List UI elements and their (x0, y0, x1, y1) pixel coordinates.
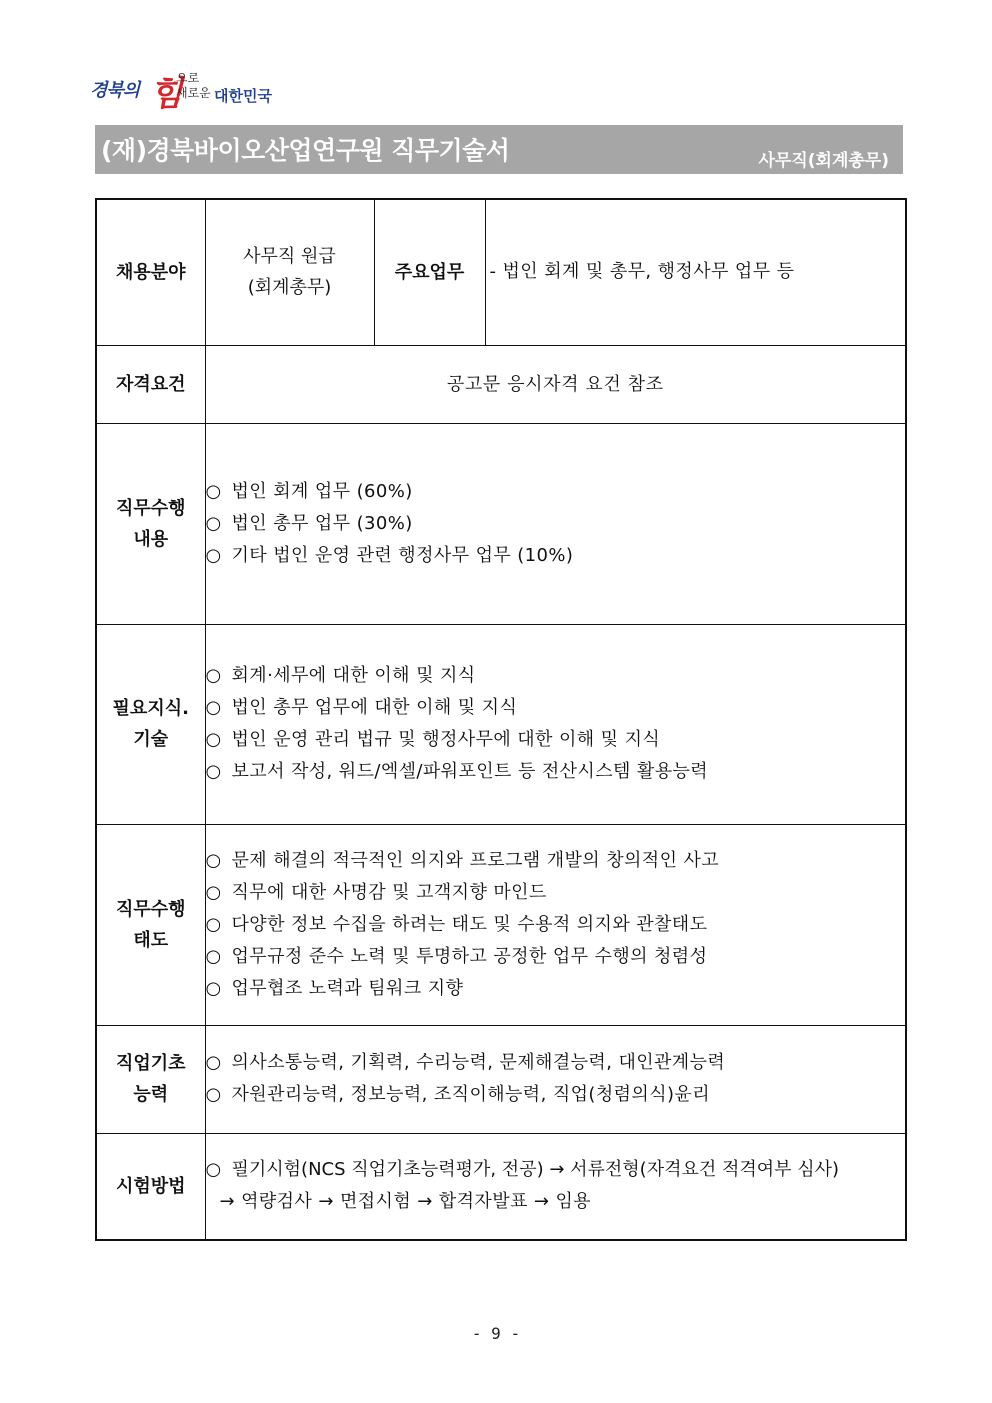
bullet-icon: ○ (205, 480, 222, 502)
list-item: ○ 법인 총무 업무 (30%) (206, 508, 906, 540)
knowledge-items-cell (205, 624, 906, 824)
qual-value: 공고문 응시자격 요건 참조 (446, 373, 664, 395)
logo-text-line2: 새로운 (176, 86, 211, 100)
document-subtitle: 사무직(회계총무) (758, 151, 889, 171)
bullet-icon: ○ (205, 1159, 222, 1181)
list-item: ○ 의사소통능력, 기획력, 수리능력, 문제해결능력, 대인관계능력 (206, 1047, 906, 1079)
exam-value-cell (205, 1133, 906, 1240)
row-qualification (96, 345, 906, 423)
exam-label-cell (96, 1133, 205, 1240)
field-value-line1: 사무직 원급 (243, 246, 336, 268)
row-attitude (96, 824, 906, 1025)
bullet-icon: ○ (205, 849, 222, 871)
logo-text-line3: 대한민국 (214, 87, 272, 105)
knowledge-label-cell (96, 624, 205, 824)
list-item: ○ 자원관리능력, 정보능력, 조직이해능력, 직업(청렴의식)윤리 (206, 1079, 906, 1111)
knowledge-label-line1: 필요지식. (112, 698, 189, 719)
row-exam-method (96, 1133, 906, 1240)
qual-value-cell (205, 345, 906, 423)
bullet-icon: ○ (205, 512, 222, 534)
exam-line-continuation: → 역량검사 → 면접시험 → 합격자발표 → 임용 (219, 1191, 592, 1213)
bullet-icon: ○ (205, 945, 222, 967)
list-item: ○ 문제 해결의 적극적인 의지와 프로그램 개발의 창의적인 사고 (206, 845, 906, 877)
job-description-table (95, 198, 907, 1241)
row-knowledge (96, 624, 906, 824)
content-items-cell (205, 423, 906, 624)
bullet-icon: ○ (205, 665, 222, 686)
exam-label: 시험방법 (115, 1175, 186, 1197)
bullet-icon: ○ (205, 544, 222, 566)
duty-label-cell (374, 199, 485, 345)
basic-label-line1: 직업기초 (115, 1053, 186, 1074)
qual-label-cell (96, 345, 205, 423)
title-banner (95, 125, 903, 174)
list-item: ○ 필기시험(NCS 직업기초능력평가, 전공) → 서류전형(자격요건 적격여부 심사) (206, 1154, 906, 1186)
page-number: - 9 - (471, 1324, 521, 1343)
list-item: ○ 회계·세무에 대한 이해 및 지식 (206, 660, 906, 692)
logo-script-text: 경북의 (90, 80, 140, 101)
basic-label-cell (96, 1025, 205, 1133)
basic-items-cell (205, 1025, 906, 1133)
field-value-line2: (회계총무) (247, 277, 332, 299)
attitude-label-line2: 태도 (133, 929, 169, 951)
bullet-icon: ○ (205, 1084, 222, 1105)
attitude-items-cell (205, 824, 906, 1025)
brand-logo (88, 66, 298, 112)
basic-label-line2: 능력 (133, 1084, 169, 1105)
bullet-icon: ○ (205, 913, 222, 935)
bullet-icon: ○ (205, 977, 222, 999)
list-item: ○ 업무협조 노력과 팀워크 지향 (206, 973, 906, 1005)
attitude-label-cell (96, 824, 205, 1025)
list-item: ○ 법인 회계 업무 (60%) (206, 476, 906, 508)
list-item: ○ 기타 법인 운영 관련 행정사무 업무 (10%) (206, 540, 906, 572)
list-item: ○ 다양한 정보 수집을 하려는 태도 및 수용적 의지와 관찰태도 (206, 909, 906, 941)
row-field (96, 199, 906, 345)
bullet-icon: ○ (205, 881, 222, 903)
document-title: (재)경북바이오산업연구원 직무기술서 (101, 136, 510, 165)
list-item: ○ 직무에 대한 사명감 및 고객지향 마인드 (206, 877, 906, 909)
row-duty-content (96, 423, 906, 624)
attitude-label-line1: 직무수행 (115, 898, 186, 920)
list-item: ○ 보고서 작성, 워드/엑셀/파워포인트 등 전산시스템 활용능력 (206, 756, 906, 788)
logo-mark: 힘 (150, 74, 183, 114)
duty-value-cell (485, 199, 906, 345)
row-basic-competency (96, 1025, 906, 1133)
qual-label: 자격요건 (115, 373, 186, 395)
field-label-cell (96, 199, 205, 345)
logo-text-line1: 으로 (176, 71, 200, 85)
bullet-icon: ○ (205, 1052, 222, 1073)
list-item: ○ 업무규정 준수 노력 및 투명하고 공정한 업무 수행의 청렴성 (206, 941, 906, 973)
bullet-icon: ○ (205, 761, 222, 782)
bullet-icon: ○ (205, 729, 222, 750)
duty-value: - 법인 회계 및 총무, 행정사무 업무 등 (489, 261, 795, 283)
duty-label: 주요업무 (394, 261, 465, 283)
bullet-icon: ○ (205, 697, 222, 718)
content-label-cell (96, 423, 205, 624)
content-label-line2: 내용 (133, 528, 169, 550)
list-item: ○ 법인 총무 업무에 대한 이해 및 지식 (206, 692, 906, 724)
knowledge-label-line2: 기술 (133, 729, 169, 750)
content-label-line1: 직무수행 (115, 497, 186, 519)
field-value-cell (205, 199, 374, 345)
list-item: ○ 법인 운영 관리 법규 및 행정사무에 대한 이해 및 지식 (206, 724, 906, 756)
field-label: 채용분야 (115, 261, 186, 283)
